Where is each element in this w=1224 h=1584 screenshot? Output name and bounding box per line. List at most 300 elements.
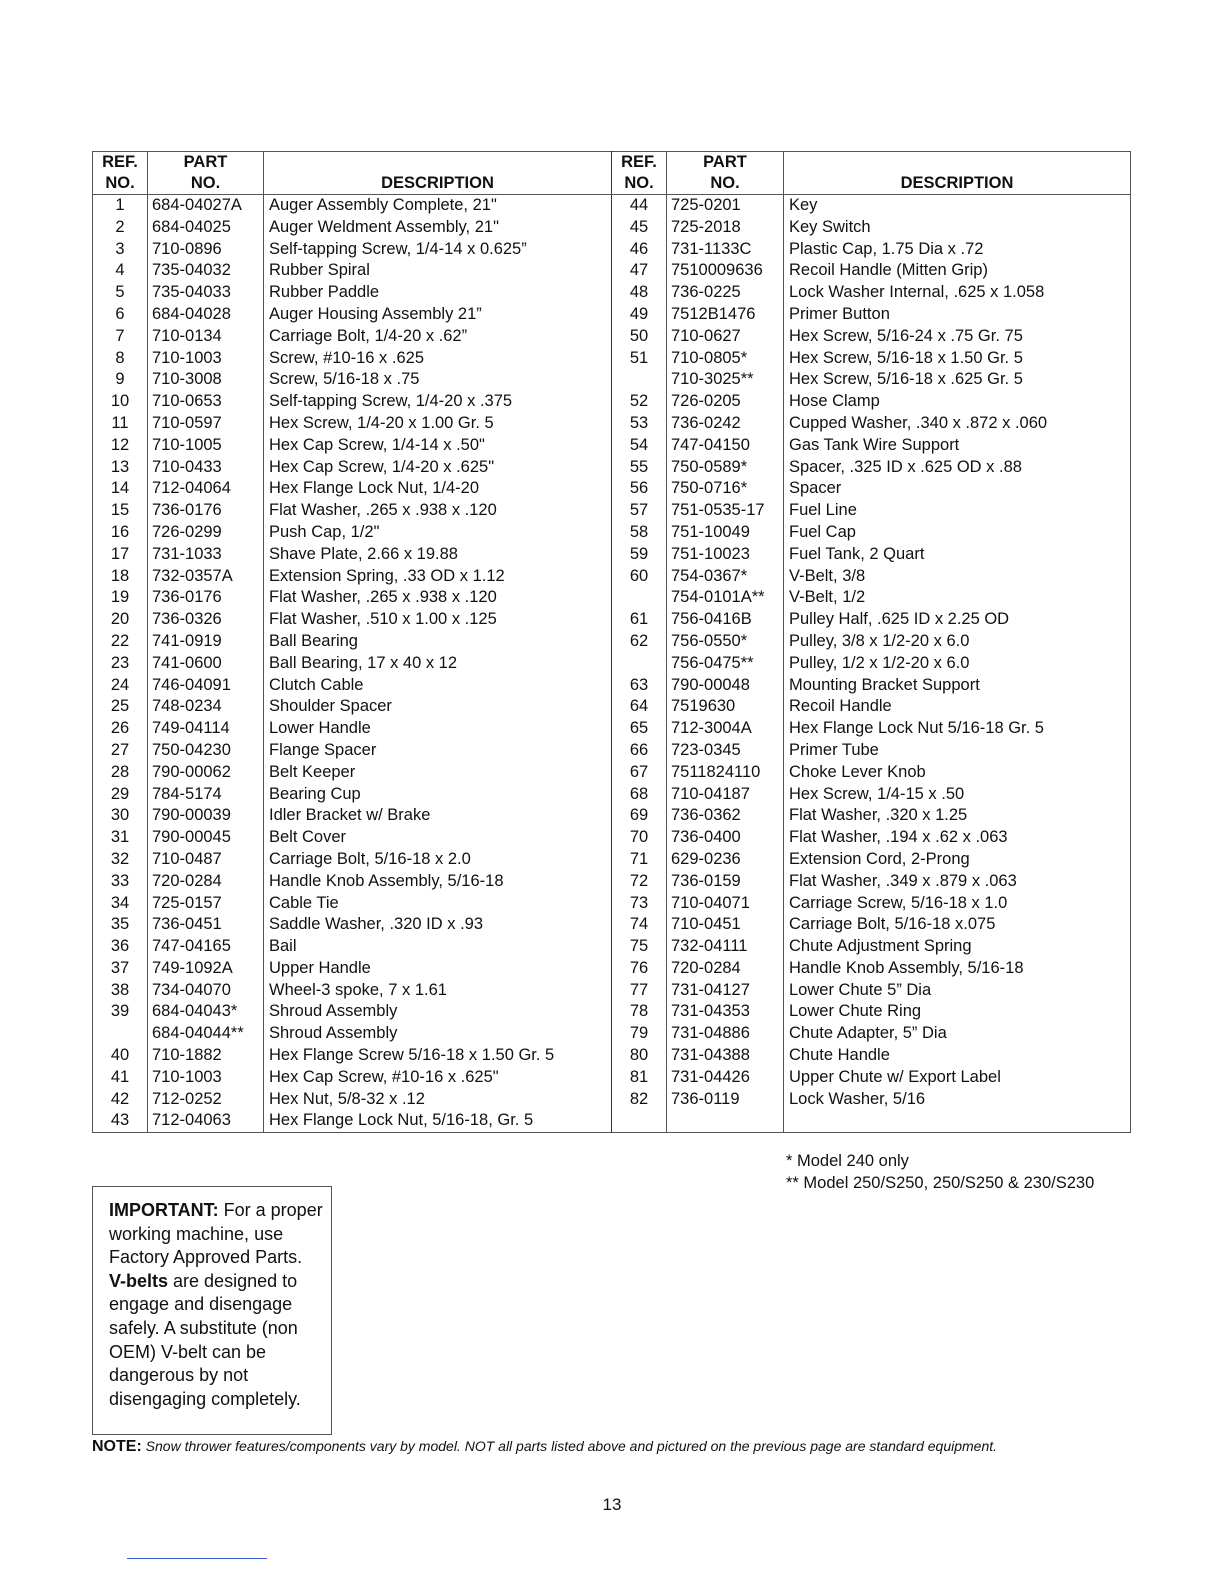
ref-no-cell: 53 <box>612 413 667 435</box>
ref-no-cell: 35 <box>110 915 130 934</box>
part-no-cell: 710-04187 <box>667 784 784 806</box>
description-cell: Wheel-3 spoke, 7 x 1.61 <box>264 980 612 1002</box>
description-cell: V-Belt, 1/2 <box>784 587 1131 609</box>
part-no-cell: 710-0451 <box>667 914 784 936</box>
description-cell: Belt Keeper <box>264 762 612 784</box>
ref-no-cell: 1 <box>115 196 125 214</box>
description-cell: Pulley, 3/8 x 1/2-20 x 6.0 <box>784 631 1131 653</box>
description-cell: Hex Cap Screw, 1/4-14 x .50" <box>264 435 612 457</box>
ref-no-cell: 43 <box>110 1111 130 1130</box>
description-cell: Lock Washer, 5/16 <box>784 1089 1131 1111</box>
parts-table <box>92 151 1131 1133</box>
ref-no-cell: 51 <box>612 348 667 370</box>
ref-no-cell: 24 <box>110 675 130 694</box>
ref-no-cell: 10 <box>110 392 130 411</box>
ref-no-cell: 19 <box>110 588 130 607</box>
description-cell: Handle Knob Assembly, 5/16-18 <box>264 871 612 893</box>
part-no-cell: 749-1092A <box>148 958 264 980</box>
description-cell: Self-tapping Screw, 1/4-20 x .375 <box>264 391 612 413</box>
part-no-cell: 790-00045 <box>148 827 264 849</box>
description-cell: Hex Flange Lock Nut, 5/16-18, Gr. 5 <box>264 1110 612 1132</box>
part-no-cell: 790-00048 <box>667 675 784 697</box>
ref-no-cell: 3 <box>115 239 125 258</box>
description-cell: Auger Weldment Assembly, 21" <box>264 217 612 239</box>
description-cell: Handle Knob Assembly, 5/16-18 <box>784 958 1131 980</box>
description-cell: Hex Flange Lock Nut, 1/4-20 <box>264 478 612 500</box>
description-cell: Carriage Bolt, 1/4-20 x .62” <box>264 326 612 348</box>
part-no-cell: 710-3025** <box>667 369 784 391</box>
ref-no-cell: 36 <box>110 937 130 956</box>
ref-no-cell: 40 <box>110 1046 130 1065</box>
ref-no-cell: 13 <box>110 457 130 476</box>
footnote-double-star: ** Model 250/S250, 250/S250 & 230/S230 <box>786 1174 1095 1192</box>
part-no-cell: 731-04388 <box>667 1045 784 1067</box>
table-row <box>93 696 1131 718</box>
description-cell: Upper Handle <box>264 958 612 980</box>
ref-no-cell <box>612 369 667 391</box>
description-cell: Lock Washer Internal, .625 x 1.058 <box>784 282 1131 304</box>
description-cell: Shave Plate, 2.66 x 19.88 <box>264 544 612 566</box>
part-no-cell: 7512B1476 <box>667 304 784 326</box>
part-no-cell <box>667 1110 784 1132</box>
ref-no-cell: 56 <box>612 478 667 500</box>
part-no-cell: 712-3004A <box>667 718 784 740</box>
ref-no-cell: 44 <box>612 195 667 217</box>
description-cell: Flange Spacer <box>264 740 612 762</box>
description-cell: Flat Washer, .194 x .62 x .063 <box>784 827 1131 849</box>
part-no-cell: 736-0176 <box>148 500 264 522</box>
ref-no-cell: 5 <box>115 283 125 302</box>
table-row <box>93 827 1131 849</box>
part-no-cell: 741-0600 <box>148 653 264 675</box>
ref-no-cell: 74 <box>612 914 667 936</box>
description-cell: Plastic Cap, 1.75 Dia x .72 <box>784 239 1131 261</box>
ref-no-cell: 68 <box>612 784 667 806</box>
description-cell: Fuel Tank, 2 Quart <box>784 544 1131 566</box>
ref-no-cell: 12 <box>110 435 130 454</box>
description-cell: Chute Adapter, 5” Dia <box>784 1023 1131 1045</box>
ref-no-cell: 37 <box>110 958 130 977</box>
description-cell: Shoulder Spacer <box>264 696 612 718</box>
ref-no-cell: 78 <box>612 1001 667 1023</box>
part-no-cell: 736-0225 <box>667 282 784 304</box>
ref-no-header-right: REF. NO. <box>612 152 667 195</box>
ref-no-cell: 20 <box>110 610 130 629</box>
ref-no-cell: 58 <box>612 522 667 544</box>
description-cell: Key <box>784 195 1131 217</box>
table-row <box>93 260 1131 282</box>
ref-no-cell: 30 <box>110 806 130 825</box>
table-row <box>93 326 1131 348</box>
description-cell: Bearing Cup <box>264 784 612 806</box>
part-no-cell: 736-0400 <box>667 827 784 849</box>
ref-no-cell <box>612 587 667 609</box>
description-cell: Hex Screw, 1/4-20 x 1.00 Gr. 5 <box>264 413 612 435</box>
description-cell: Idler Bracket w/ Brake <box>264 805 612 827</box>
part-no-cell: 7519630 <box>667 696 784 718</box>
part-no-cell: 756-0475** <box>667 653 784 675</box>
description-cell: Fuel Line <box>784 500 1131 522</box>
ref-no-cell: 77 <box>612 980 667 1002</box>
part-no-cell: 732-04111 <box>667 936 784 958</box>
part-no-cell: 684-04028 <box>148 304 264 326</box>
part-no-cell: 750-0716* <box>667 478 784 500</box>
table-row <box>93 675 1131 697</box>
ref-no-cell: 81 <box>612 1067 667 1089</box>
note-label: NOTE: <box>92 1438 142 1455</box>
table-row <box>93 631 1131 653</box>
ref-no-cell: 6 <box>115 304 125 323</box>
table-row <box>93 936 1131 958</box>
part-no-cell: 710-3008 <box>148 369 264 391</box>
part-no-cell: 751-10023 <box>667 544 784 566</box>
part-no-cell: 725-0201 <box>667 195 784 217</box>
vbelts-label: V-belts <box>109 1270 169 1291</box>
ref-no-cell: 52 <box>612 391 667 413</box>
description-cell: V-Belt, 3/8 <box>784 566 1131 588</box>
description-cell: Pulley Half, .625 ID x 2.25 OD <box>784 609 1131 631</box>
description-cell: Hex Cap Screw, 1/4-20 x .625" <box>264 457 612 479</box>
part-no-cell: 712-04064 <box>148 478 264 500</box>
ref-no-cell: 71 <box>612 849 667 871</box>
description-cell: Self-tapping Screw, 1/4-14 x 0.625” <box>264 239 612 261</box>
description-cell: Cupped Washer, .340 x .872 x .060 <box>784 413 1131 435</box>
part-no-cell: 736-0326 <box>148 609 264 631</box>
table-row <box>93 239 1131 261</box>
ref-no-cell: 72 <box>612 871 667 893</box>
description-cell: Shroud Assembly <box>264 1023 612 1045</box>
part-no-cell: 684-04043* <box>148 1001 264 1023</box>
part-no-cell: 710-1003 <box>148 348 264 370</box>
description-header-left: DESCRIPTION <box>264 152 612 195</box>
table-row <box>93 587 1131 609</box>
part-no-cell: 725-0157 <box>148 893 264 915</box>
part-no-cell: 720-0284 <box>667 958 784 980</box>
description-cell: Carriage Screw, 5/16-18 x 1.0 <box>784 893 1131 915</box>
description-cell: Hex Flange Screw 5/16-18 x 1.50 Gr. 5 <box>264 1045 612 1067</box>
ref-no-cell <box>93 1023 148 1045</box>
part-no-cell: 710-0653 <box>148 391 264 413</box>
part-no-cell: 754-0367* <box>667 566 784 588</box>
ref-no-cell <box>612 1110 667 1132</box>
table-row <box>93 457 1131 479</box>
part-no-cell: 725-2018 <box>667 217 784 239</box>
table-row <box>93 849 1131 871</box>
description-cell: Spacer <box>784 478 1131 500</box>
ref-no-cell: 2 <box>115 217 125 236</box>
table-row <box>93 522 1131 544</box>
description-cell: Saddle Washer, .320 ID x .93 <box>264 914 612 936</box>
description-cell: Hex Cap Screw, #10-16 x .625" <box>264 1067 612 1089</box>
description-cell <box>784 1110 1131 1132</box>
part-no-cell: 754-0101A** <box>667 587 784 609</box>
description-cell: Choke Lever Knob <box>784 762 1131 784</box>
ref-no-cell: 29 <box>110 784 130 803</box>
part-no-cell: 731-1133C <box>667 239 784 261</box>
ref-no-cell: 11 <box>111 413 129 432</box>
ref-no-cell: 60 <box>612 566 667 588</box>
ref-no-cell: 75 <box>612 936 667 958</box>
ref-no-cell: 27 <box>110 740 130 759</box>
table-row <box>93 653 1131 675</box>
ref-no-cell: 16 <box>110 522 130 541</box>
ref-no-cell: 45 <box>612 217 667 239</box>
table-row <box>93 304 1131 326</box>
ref-no-header-left: REF. NO. <box>93 152 148 195</box>
description-cell: Hose Clamp <box>784 391 1131 413</box>
ref-no-cell: 49 <box>612 304 667 326</box>
part-no-cell: 723-0345 <box>667 740 784 762</box>
part-no-cell: 751-0535-17 <box>667 500 784 522</box>
description-cell: Auger Assembly Complete, 21" <box>264 195 612 217</box>
part-no-cell: 731-04426 <box>667 1067 784 1089</box>
ref-no-cell: 79 <box>612 1023 667 1045</box>
table-row <box>93 871 1131 893</box>
ref-no-cell: 39 <box>110 1002 130 1021</box>
part-no-cell: 735-04032 <box>148 260 264 282</box>
part-no-cell: 741-0919 <box>148 631 264 653</box>
table-row <box>93 609 1131 631</box>
table-row <box>93 544 1131 566</box>
part-no-cell: 726-0205 <box>667 391 784 413</box>
ref-no-cell: 67 <box>612 762 667 784</box>
ref-no-cell: 48 <box>612 282 667 304</box>
table-row <box>93 1067 1131 1089</box>
description-cell: Flat Washer, .510 x 1.00 x .125 <box>264 609 612 631</box>
note <box>92 1438 1192 1456</box>
description-cell: Spacer, .325 ID x .625 OD x .88 <box>784 457 1131 479</box>
part-no-cell: 734-04070 <box>148 980 264 1002</box>
bottom-rule <box>127 1558 267 1559</box>
description-cell: Carriage Bolt, 5/16-18 x.075 <box>784 914 1131 936</box>
part-no-header-left: PART NO. <box>148 152 264 195</box>
table-row <box>93 1001 1131 1023</box>
table-row <box>93 740 1131 762</box>
table-row <box>93 784 1131 806</box>
part-no-cell: 731-04353 <box>667 1001 784 1023</box>
description-cell: Pulley, 1/2 x 1/2-20 x 6.0 <box>784 653 1131 675</box>
ref-no-cell: 22 <box>110 631 130 650</box>
part-no-cell: 731-04127 <box>667 980 784 1002</box>
description-cell: Hex Screw, 5/16-18 x 1.50 Gr. 5 <box>784 348 1131 370</box>
footnotes <box>786 1150 1094 1194</box>
part-no-header-right: PART NO. <box>667 152 784 195</box>
part-no-cell: 712-0252 <box>148 1089 264 1111</box>
ref-no-cell: 31 <box>110 828 130 847</box>
ref-no-cell: 8 <box>115 348 125 367</box>
ref-no-cell: 32 <box>110 849 130 868</box>
part-no-cell: 710-1882 <box>148 1045 264 1067</box>
ref-no-cell: 65 <box>612 718 667 740</box>
ref-no-cell: 28 <box>110 762 130 781</box>
ref-no-cell: 26 <box>110 719 130 738</box>
ref-no-cell: 54 <box>612 435 667 457</box>
part-no-cell: 790-00039 <box>148 805 264 827</box>
table-row <box>93 195 1131 217</box>
parts-table-body <box>93 195 1131 1133</box>
part-no-cell: 726-0299 <box>148 522 264 544</box>
part-no-cell: 710-0627 <box>667 326 784 348</box>
ref-no-cell: 4 <box>115 261 125 280</box>
part-no-cell: 7511824110 <box>667 762 784 784</box>
description-cell: Bail <box>264 936 612 958</box>
description-cell: Lower Chute Ring <box>784 1001 1131 1023</box>
ref-no-cell: 38 <box>110 980 130 999</box>
table-row <box>93 1023 1131 1045</box>
description-cell: Lower Chute 5” Dia <box>784 980 1131 1002</box>
description-cell: Extension Cord, 2-Prong <box>784 849 1131 871</box>
table-row <box>93 369 1131 391</box>
part-no-cell: 736-0362 <box>667 805 784 827</box>
ref-no-cell: 59 <box>612 544 667 566</box>
ref-no-cell: 25 <box>110 697 130 716</box>
ref-no-cell: 9 <box>115 370 125 389</box>
part-no-cell: 747-04150 <box>667 435 784 457</box>
part-no-cell: 736-0242 <box>667 413 784 435</box>
part-no-cell: 784-5174 <box>148 784 264 806</box>
part-no-cell: 750-0589* <box>667 457 784 479</box>
description-cell: Extension Spring, .33 OD x 1.12 <box>264 566 612 588</box>
part-no-cell: 731-1033 <box>148 544 264 566</box>
ref-no-cell: 69 <box>612 805 667 827</box>
table-row <box>93 217 1131 239</box>
ref-no-cell: 63 <box>612 675 667 697</box>
description-cell: Ball Bearing, 17 x 40 x 12 <box>264 653 612 675</box>
description-cell: Rubber Spiral <box>264 260 612 282</box>
part-no-cell: 710-0597 <box>148 413 264 435</box>
part-no-cell: 731-04886 <box>667 1023 784 1045</box>
ref-no-cell <box>612 653 667 675</box>
ref-no-cell: 33 <box>110 871 130 890</box>
part-no-cell: 746-04091 <box>148 675 264 697</box>
important-notice-box <box>92 1186 332 1435</box>
description-cell: Mounting Bracket Support <box>784 675 1131 697</box>
table-row <box>93 893 1131 915</box>
part-no-cell: 710-0487 <box>148 849 264 871</box>
description-cell: Fuel Cap <box>784 522 1131 544</box>
important-text-1: For a proper working machine, use Factory Approved Parts. <box>109 1200 323 1268</box>
description-cell: Flat Washer, .265 x .938 x .120 <box>264 500 612 522</box>
part-no-cell: 736-0176 <box>148 587 264 609</box>
part-no-cell: 735-04033 <box>148 282 264 304</box>
description-cell: Chute Adjustment Spring <box>784 936 1131 958</box>
ref-no-cell: 73 <box>612 893 667 915</box>
description-cell: Auger Housing Assembly 21” <box>264 304 612 326</box>
table-row <box>93 1045 1131 1067</box>
footnote-single-star: * Model 240 only <box>786 1152 909 1170</box>
description-cell: Primer Button <box>784 304 1131 326</box>
part-no-cell: 684-04025 <box>148 217 264 239</box>
part-no-cell: 710-1003 <box>148 1067 264 1089</box>
table-row <box>93 762 1131 784</box>
part-no-cell: 710-1005 <box>148 435 264 457</box>
parts-table-header <box>93 152 1131 195</box>
part-no-cell: 710-0805* <box>667 348 784 370</box>
description-cell: Hex Screw, 5/16-18 x .625 Gr. 5 <box>784 369 1131 391</box>
description-cell: Cable Tie <box>264 893 612 915</box>
ref-no-cell: 18 <box>110 566 130 585</box>
description-cell: Recoil Handle <box>784 696 1131 718</box>
ref-no-cell: 17 <box>110 544 130 563</box>
part-no-cell: 710-04071 <box>667 893 784 915</box>
description-cell: Belt Cover <box>264 827 612 849</box>
ref-no-cell: 61 <box>612 609 667 631</box>
part-no-cell: 736-0451 <box>148 914 264 936</box>
ref-no-cell: 82 <box>612 1089 667 1111</box>
description-cell: Hex Screw, 5/16-24 x .75 Gr. 75 <box>784 326 1131 348</box>
description-cell: Key Switch <box>784 217 1131 239</box>
table-row <box>93 1089 1131 1111</box>
table-row <box>93 478 1131 500</box>
part-no-cell: 749-04114 <box>148 718 264 740</box>
ref-no-cell: 57 <box>612 500 667 522</box>
part-no-cell: 710-0433 <box>148 457 264 479</box>
ref-no-cell: 70 <box>612 827 667 849</box>
ref-no-cell: 55 <box>612 457 667 479</box>
table-row <box>93 566 1131 588</box>
part-no-cell: 7510009636 <box>667 260 784 282</box>
table-row <box>93 718 1131 740</box>
part-no-cell: 736-0159 <box>667 871 784 893</box>
part-no-cell: 751-10049 <box>667 522 784 544</box>
part-no-cell: 710-0896 <box>148 239 264 261</box>
part-no-cell: 756-0550* <box>667 631 784 653</box>
table-row <box>93 958 1131 980</box>
table-row <box>93 980 1131 1002</box>
part-no-cell: 750-04230 <box>148 740 264 762</box>
description-cell: Push Cap, 1/2" <box>264 522 612 544</box>
description-cell: Primer Tube <box>784 740 1131 762</box>
part-no-cell: 732-0357A <box>148 566 264 588</box>
important-text-2: are designed to engage and disengage safely. A substitute (non OEM) V-belt can be dangerous by not disengaging completely. <box>109 1270 301 1409</box>
description-cell: Lower Handle <box>264 718 612 740</box>
table-row <box>93 413 1131 435</box>
ref-no-cell: 50 <box>612 326 667 348</box>
part-no-cell: 684-04044** <box>148 1023 264 1045</box>
ref-no-cell: 76 <box>612 958 667 980</box>
part-no-cell: 710-0134 <box>148 326 264 348</box>
description-cell: Screw, #10-16 x .625 <box>264 348 612 370</box>
table-row <box>93 805 1131 827</box>
ref-no-cell: 41 <box>110 1067 130 1086</box>
part-no-cell: 712-04063 <box>148 1110 264 1132</box>
part-no-cell: 748-0234 <box>148 696 264 718</box>
description-cell: Upper Chute w/ Export Label <box>784 1067 1131 1089</box>
ref-no-cell: 7 <box>115 326 125 345</box>
description-cell: Carriage Bolt, 5/16-18 x 2.0 <box>264 849 612 871</box>
ref-no-cell: 42 <box>110 1089 130 1108</box>
description-cell: Flat Washer, .320 x 1.25 <box>784 805 1131 827</box>
description-cell: Gas Tank Wire Support <box>784 435 1131 457</box>
description-cell: Hex Flange Lock Nut 5/16-18 Gr. 5 <box>784 718 1131 740</box>
description-cell: Shroud Assembly <box>264 1001 612 1023</box>
description-cell: Hex Nut, 5/8-32 x .12 <box>264 1089 612 1111</box>
table-row <box>93 435 1131 457</box>
table-row <box>93 914 1131 936</box>
description-cell: Ball Bearing <box>264 631 612 653</box>
part-no-cell: 790-00062 <box>148 762 264 784</box>
description-cell: Rubber Paddle <box>264 282 612 304</box>
ref-no-cell: 64 <box>612 696 667 718</box>
table-row <box>93 500 1131 522</box>
description-cell: Hex Screw, 1/4-15 x .50 <box>784 784 1131 806</box>
description-cell: Flat Washer, .349 x .879 x .063 <box>784 871 1131 893</box>
ref-no-cell: 34 <box>110 893 130 912</box>
description-cell: Screw, 5/16-18 x .75 <box>264 369 612 391</box>
ref-no-cell: 47 <box>612 260 667 282</box>
description-header-right: DESCRIPTION <box>784 152 1131 195</box>
ref-no-cell: 66 <box>612 740 667 762</box>
